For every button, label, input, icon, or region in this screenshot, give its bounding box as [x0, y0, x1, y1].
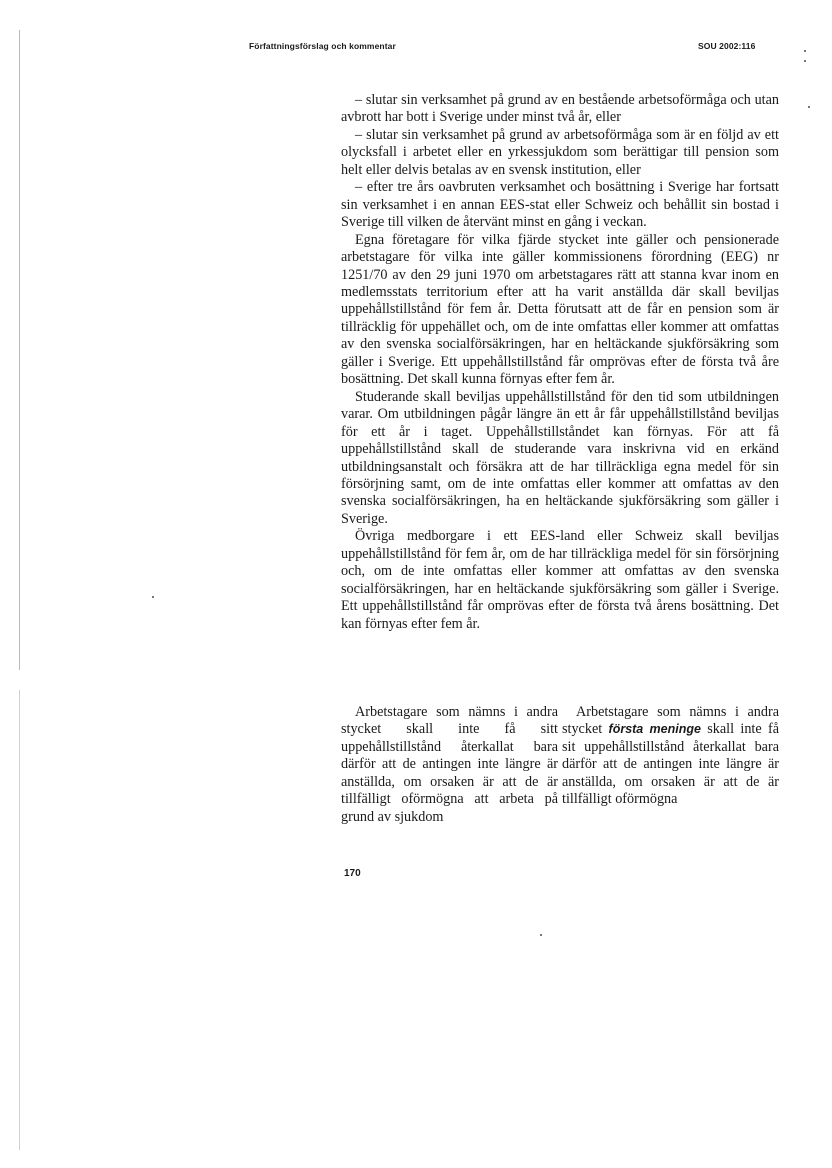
running-header-title: Författningsförslag och kommentar [249, 41, 396, 51]
list-item: – slutar sin verksamhet på grund av en bestående arbetsoförmåga och utan avbrott har bott i Sverige under minst två år, eller [341, 92, 779, 126]
scan-speck [804, 50, 806, 52]
right-column-after: skall inte få sit uppehållstillstånd återkallat bara därför att de antingen inte längre är anställda, om orsaken är att de är tillfälligt oförmögna [562, 721, 780, 808]
paragraph: Övriga medborgare i ett EES-land eller Schweiz skall beviljas uppehållstillstånd för fem år, om de har tillräckliga medel för sin försörjning och, om de inte omfattas eller kommer att omfattas av den svenska socialförsäkringen, har en heltäckande sjukförsäkring som gäller i Sverige. Ett uppehållstillstånd får omprövas efter de första två årens bosättning. Det kan förnyas efter fem år. [341, 528, 779, 632]
page-number: 170 [344, 868, 361, 879]
body-text [341, 92, 779, 633]
right-column-before: Arbetstagare som nämns i andra stycket [562, 704, 779, 738]
paragraph: Egna företagare för vilka fjärde stycket inte gäller och pensionerade arbetstagare för vilka inte gäller kommissionens förordning (EEG) nr 1251/70 av den 29 juni 1970 om arbetstagares rätt att stanna kvar inom en medlemsstats territorium efter att ha varit anställda där skall beviljas uppehållstillstånd för fem år. Detta förutsatt att de får en pension som är tillräcklig för uppehället och, om de inte omfattas eller kommer att omfattas av den svenska socialförsäkringen, har en heltäckande sjukförsäkring som gäller i Sverige. Ett uppehållstillstånd får omprövas efter de första två åre bosättning. Det skall kunna förnyas efter fem år. [341, 231, 779, 388]
scan-speck [152, 596, 154, 598]
scan-speck [540, 934, 542, 936]
scan-speck [804, 60, 806, 62]
scan-margin-line [19, 30, 20, 670]
left-column-text: Arbetstagare som nämns i andra stycket skall inte få sitt uppehållstillstånd återkallat bara därför att de antingen inte längre är anställda, om orsaken är att de är tillfälligt oförmögna att arbeta på grund av sjukdom [341, 704, 558, 825]
left-column [341, 704, 558, 826]
list-item: – efter tre års oavbruten verksamhet och bosättning i Sverige har fortsatt sin verksamhet i en annan EES-stat eller Schweiz och behållit sin bostad i Sverige till vilken de återvänt minst en gång i veckan. [341, 179, 779, 231]
scan-margin-line [19, 690, 20, 1150]
list-item: – slutar sin verksamhet på grund av arbetsoförmåga som är en följd av ett olycksfall i arbetet eller en yrkessjukdom som berättigar till pension som helt eller delvis betalas av en svensk institution, eller [341, 126, 779, 178]
right-column [562, 704, 779, 826]
right-column-text [562, 704, 779, 809]
paragraph: Studerande skall beviljas uppehållstillstånd för den tid som utbildningen varar. Om utbildningen pågår längre än ett år får uppehållstillstånd beviljas för ett år i taget. Uppehållstillståndet kan förnyas. För att få uppehållstillstånd skall de studerande vara inskrivna vid en erkänd utbildningsanstalt och försäkra att de har tillräckliga egna medel för sin försörjning samt, om de inte omfattas eller kommer att omfattas av den svenska socialförsäkringen, ha en heltäckande sjukförsäkring som gäller i Sverige. [341, 388, 779, 527]
running-header-document-id: SOU 2002:116 [698, 41, 756, 51]
scan-speck [808, 106, 810, 108]
comparison-columns [341, 704, 779, 826]
inserted-text: första meninge [608, 722, 701, 737]
